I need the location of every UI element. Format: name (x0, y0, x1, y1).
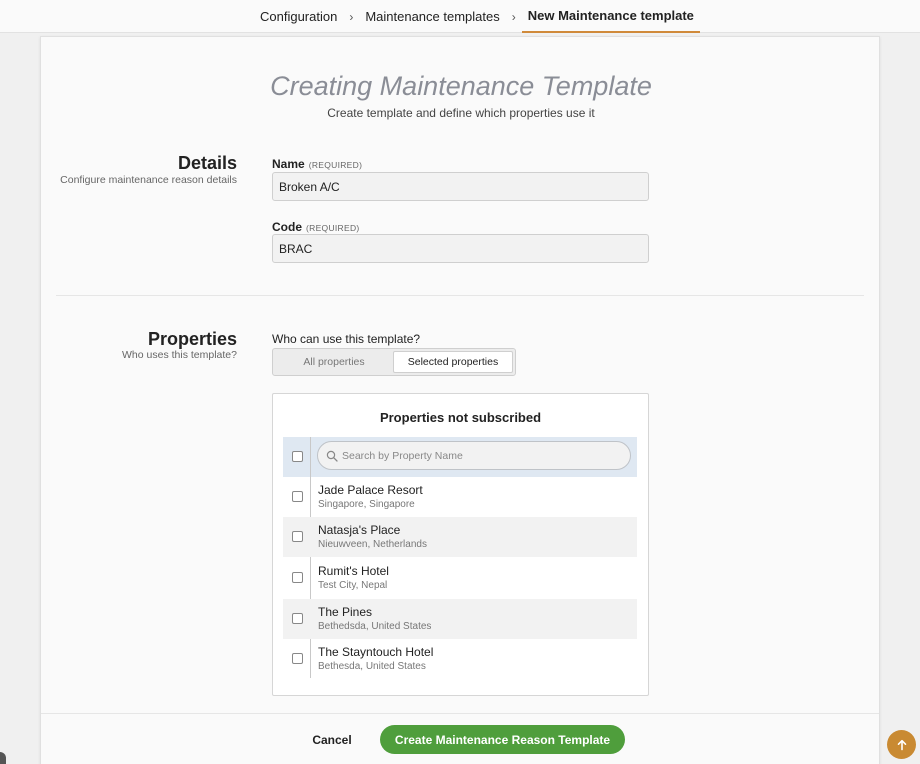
breadcrumb-separator: › (349, 9, 354, 24)
window-corner (0, 752, 6, 764)
name-label-text: Name (272, 157, 305, 171)
search-row (283, 437, 637, 477)
property-name: Jade Palace Resort (318, 483, 423, 497)
property-search-input[interactable] (317, 441, 631, 470)
property-row[interactable] (283, 517, 637, 557)
property-row[interactable] (283, 599, 637, 639)
property-checkbox[interactable] (292, 572, 303, 583)
property-location: Test City, Nepal (318, 580, 388, 591)
breadcrumb-separator: › (511, 9, 516, 24)
code-input[interactable] (272, 234, 649, 263)
section-divider (56, 295, 864, 296)
top-bar (0, 0, 920, 33)
code-label (272, 220, 360, 234)
code-label-text: Code (272, 220, 302, 234)
template-form-card (40, 36, 880, 764)
property-checkbox[interactable] (292, 531, 303, 542)
details-section-title: Details (177, 153, 237, 173)
property-checkbox[interactable] (292, 653, 303, 664)
property-name: Rumit's Hotel (318, 564, 389, 578)
footer-divider (41, 713, 879, 714)
property-row[interactable] (283, 639, 637, 679)
properties-section-description: Who uses this template? (122, 349, 237, 361)
create-template-button[interactable]: Create Maintenance Reason Template (380, 725, 625, 754)
property-name: The Pines (318, 605, 373, 619)
properties-list-title: Properties not subscribed (379, 410, 542, 425)
name-label (272, 157, 362, 171)
breadcrumb-configuration[interactable]: Configuration (260, 9, 338, 24)
property-name: Natasja's Place (318, 523, 401, 537)
name-input[interactable] (272, 172, 649, 201)
details-section-description: Configure maintenance reason details (60, 174, 237, 186)
property-row[interactable] (283, 558, 637, 598)
property-checkbox[interactable] (292, 613, 303, 624)
breadcrumb (260, 0, 700, 33)
code-required-tag: (REQUIRED) (306, 223, 360, 233)
cancel-button[interactable]: Cancel (296, 725, 368, 754)
page-title: Creating Maintenance Template (270, 71, 652, 101)
breadcrumb-new-template: New Maintenance template (522, 0, 700, 33)
property-row[interactable] (283, 477, 637, 517)
toggle-all-properties[interactable]: All properties (303, 356, 365, 368)
property-location: Bethesda, United States (318, 661, 426, 672)
page-subtitle: Create template and define which properties use it (327, 106, 595, 120)
toggle-selected-properties[interactable]: Selected properties (393, 351, 513, 373)
arrow-up-icon (896, 739, 908, 751)
name-required-tag: (REQUIRED) (308, 160, 363, 170)
property-location: Nieuwveen, Netherlands (318, 539, 427, 550)
properties-section-title: Properties (147, 329, 237, 349)
property-location: Bethedsda, United States (318, 621, 432, 632)
property-scope-toggle (272, 348, 516, 376)
property-name: The Stayntouch Hotel (318, 645, 434, 659)
select-all-checkbox[interactable] (292, 451, 303, 462)
scroll-to-top-button[interactable] (887, 730, 916, 759)
properties-list-box (272, 393, 649, 696)
who-can-use-label: Who can use this template? (272, 332, 421, 346)
breadcrumb-maintenance-templates[interactable]: Maintenance templates (365, 9, 500, 24)
property-checkbox[interactable] (292, 491, 303, 502)
search-icon (326, 450, 338, 462)
property-location: Singapore, Singapore (318, 499, 415, 510)
